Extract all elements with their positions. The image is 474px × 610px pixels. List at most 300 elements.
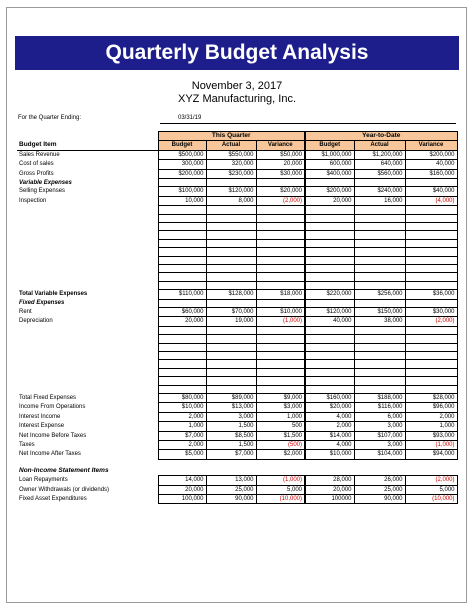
table-row	[17, 169, 457, 178]
value-cell[interactable]: 1,500	[206, 422, 256, 431]
value-cell[interactable]	[206, 231, 256, 239]
value-cell[interactable]: 8,000	[206, 196, 256, 205]
value-cell[interactable]: $500,000	[158, 150, 206, 159]
value-cell[interactable]: $256,000	[354, 290, 405, 299]
value-cell[interactable]: $18,000	[256, 290, 305, 299]
value-cell[interactable]	[354, 214, 405, 222]
value-cell[interactable]	[354, 335, 405, 343]
value-cell[interactable]: 20,000	[158, 317, 206, 326]
row-label[interactable]	[17, 351, 158, 359]
value-cell[interactable]	[405, 239, 457, 247]
row-label[interactable]	[17, 273, 158, 281]
value-cell[interactable]: $13,000	[206, 403, 256, 412]
value-cell[interactable]: $9,000	[256, 393, 305, 402]
value-cell[interactable]	[256, 264, 305, 272]
value-cell[interactable]	[158, 299, 206, 307]
value-cell[interactable]: 1,000	[256, 412, 305, 421]
row-label[interactable]: Inspection	[19, 197, 47, 204]
empty-cell	[256, 467, 305, 475]
value-cell[interactable]: $80,000	[158, 393, 206, 402]
spacer-row	[17, 459, 457, 467]
value-cell[interactable]: $200,000	[305, 187, 354, 196]
value-cell[interactable]	[354, 368, 405, 376]
value-cell[interactable]: (10,000)	[256, 494, 305, 503]
value-cell[interactable]: $60,000	[158, 307, 206, 316]
blank-row	[17, 377, 457, 385]
value-cell[interactable]	[405, 223, 457, 231]
value-cell[interactable]: $20,000	[256, 187, 305, 196]
value-cell[interactable]	[354, 264, 405, 272]
table-row	[17, 317, 457, 326]
value-cell[interactable]	[206, 264, 256, 272]
table-row	[17, 485, 457, 494]
value-cell[interactable]	[206, 214, 256, 222]
year-to-date-header: Year-to-Date	[305, 132, 457, 141]
value-cell[interactable]	[354, 351, 405, 359]
value-cell[interactable]	[305, 281, 354, 289]
value-cell[interactable]	[256, 368, 305, 376]
table-row	[17, 393, 457, 402]
value-cell[interactable]: 5,000	[256, 485, 305, 494]
value-cell[interactable]	[354, 231, 405, 239]
row-label[interactable]: Non-Income Statement Items	[19, 467, 109, 475]
value-cell[interactable]	[305, 248, 354, 256]
value-cell[interactable]: $560,000	[354, 169, 405, 178]
value-cell[interactable]: 300,000	[158, 160, 206, 169]
blank-row	[17, 206, 457, 214]
table-row	[17, 150, 457, 159]
value-cell[interactable]	[305, 264, 354, 272]
value-cell[interactable]	[405, 360, 457, 368]
value-cell[interactable]: $40,000	[405, 187, 457, 196]
value-cell[interactable]: 16,000	[354, 196, 405, 205]
value-cell[interactable]: $110,000	[158, 290, 206, 299]
value-cell[interactable]: 2,000	[158, 440, 206, 449]
table-row	[17, 476, 457, 485]
value-cell[interactable]: $104,000	[354, 450, 405, 459]
value-cell[interactable]	[405, 248, 457, 256]
value-cell[interactable]: 2,000	[405, 412, 457, 421]
value-cell[interactable]	[305, 179, 354, 187]
value-cell[interactable]	[256, 273, 305, 281]
value-cell[interactable]: $7,000	[158, 431, 206, 440]
value-cell[interactable]	[305, 360, 354, 368]
value-cell[interactable]: 40,000	[405, 160, 457, 169]
value-cell[interactable]	[256, 231, 305, 239]
section-header-row	[17, 467, 457, 475]
section-header-row	[17, 299, 457, 307]
value-cell[interactable]: $93,000	[405, 431, 457, 440]
value-cell[interactable]	[256, 377, 305, 385]
row-label[interactable]	[17, 239, 158, 247]
value-cell[interactable]: $240,000	[354, 187, 405, 196]
value-cell[interactable]	[158, 335, 206, 343]
row-label[interactable]: Total Fixed Expenses	[19, 394, 77, 401]
value-cell[interactable]	[158, 326, 206, 334]
value-cell[interactable]	[354, 343, 405, 351]
value-cell[interactable]	[354, 179, 405, 187]
value-cell[interactable]	[206, 273, 256, 281]
value-cell[interactable]	[354, 239, 405, 247]
value-cell[interactable]: $89,000	[206, 393, 256, 402]
value-cell[interactable]: $116,000	[354, 403, 405, 412]
value-cell[interactable]	[158, 368, 206, 376]
value-cell[interactable]	[256, 360, 305, 368]
value-cell[interactable]: 640,000	[354, 160, 405, 169]
value-cell[interactable]	[405, 179, 457, 187]
row-label[interactable]: Total Variable Expenses	[19, 291, 88, 298]
value-cell[interactable]	[256, 206, 305, 214]
value-cell[interactable]	[158, 360, 206, 368]
value-cell[interactable]	[158, 377, 206, 385]
row-label[interactable]: Owner Withdrawals (or dividends)	[19, 486, 110, 493]
row-label[interactable]: Gross Profits	[19, 170, 54, 177]
value-cell[interactable]: 90,000	[206, 494, 256, 503]
value-cell[interactable]: 13,000	[206, 476, 256, 485]
value-cell[interactable]	[405, 231, 457, 239]
value-cell[interactable]: $3,000	[256, 403, 305, 412]
value-cell[interactable]: (1,000)	[405, 440, 457, 449]
value-cell[interactable]	[256, 281, 305, 289]
value-cell[interactable]	[354, 248, 405, 256]
value-cell[interactable]: 100,000	[158, 494, 206, 503]
row-label[interactable]	[17, 377, 158, 385]
value-cell[interactable]: 6,000	[354, 412, 405, 421]
value-cell[interactable]: $100,000	[158, 187, 206, 196]
value-cell[interactable]: (2,000)	[405, 476, 457, 485]
row-label[interactable]	[17, 326, 158, 334]
value-cell[interactable]	[405, 326, 457, 334]
blank-row	[17, 281, 457, 289]
empty-cell	[158, 467, 206, 475]
row-label[interactable]	[17, 360, 158, 368]
row-label[interactable]: Loan Repayments	[19, 477, 68, 484]
value-cell[interactable]	[405, 256, 457, 264]
value-cell[interactable]	[206, 343, 256, 351]
value-cell[interactable]: $10,000	[158, 403, 206, 412]
value-cell[interactable]	[354, 377, 405, 385]
value-cell[interactable]	[405, 281, 457, 289]
row-label[interactable]	[17, 256, 158, 264]
value-cell[interactable]: $8,500	[206, 431, 256, 440]
budget-item-header: Budget Item	[17, 141, 158, 150]
value-cell[interactable]	[206, 281, 256, 289]
value-cell[interactable]	[158, 248, 206, 256]
actual-column-header: Actual	[206, 141, 256, 150]
table-row	[17, 187, 457, 196]
value-cell[interactable]	[354, 223, 405, 231]
row-label[interactable]	[17, 335, 158, 343]
value-cell[interactable]: $30,000	[405, 307, 457, 316]
value-cell[interactable]	[405, 335, 457, 343]
value-cell[interactable]	[405, 264, 457, 272]
row-label[interactable]	[17, 343, 158, 351]
value-cell[interactable]	[158, 239, 206, 247]
value-cell[interactable]	[256, 335, 305, 343]
value-cell[interactable]: $150,000	[354, 307, 405, 316]
value-cell[interactable]	[158, 264, 206, 272]
value-cell[interactable]: (2,000)	[256, 196, 305, 205]
value-cell[interactable]	[256, 326, 305, 334]
value-cell[interactable]: 25,000	[206, 485, 256, 494]
value-cell[interactable]: $1,500	[256, 431, 305, 440]
value-cell[interactable]: $200,000	[405, 150, 457, 159]
value-cell[interactable]: 40,000	[305, 317, 354, 326]
value-cell[interactable]	[158, 223, 206, 231]
value-cell[interactable]: $70,000	[206, 307, 256, 316]
blank-row	[17, 248, 457, 256]
value-cell[interactable]: 1,000	[158, 422, 206, 431]
value-cell[interactable]	[206, 239, 256, 247]
value-cell[interactable]	[354, 326, 405, 334]
value-cell[interactable]: 320,000	[206, 160, 256, 169]
value-cell[interactable]	[305, 368, 354, 376]
value-cell[interactable]	[305, 223, 354, 231]
value-cell[interactable]: $94,000	[405, 450, 457, 459]
value-cell[interactable]: $50,000	[256, 150, 305, 159]
value-cell[interactable]: $10,000	[256, 307, 305, 316]
report-date: November 3, 2017	[191, 80, 283, 92]
value-cell[interactable]	[305, 377, 354, 385]
variance-column-header: Variance	[256, 141, 305, 150]
row-label[interactable]: Fixed Expenses	[19, 300, 65, 307]
value-cell[interactable]: $7,000	[206, 450, 256, 459]
row-label[interactable]	[17, 223, 158, 231]
value-cell[interactable]: 4,000	[305, 440, 354, 449]
value-cell[interactable]	[158, 343, 206, 351]
value-cell[interactable]	[158, 179, 206, 187]
row-label[interactable]	[17, 281, 158, 289]
row-label[interactable]: Interest Income	[19, 413, 61, 420]
value-cell[interactable]: 2,000	[158, 412, 206, 421]
row-label[interactable]	[17, 248, 158, 256]
value-cell[interactable]	[405, 368, 457, 376]
blank-row	[17, 326, 457, 334]
value-cell[interactable]	[405, 343, 457, 351]
value-cell[interactable]	[256, 385, 305, 393]
row-label[interactable]: Selling Expenses	[19, 188, 66, 195]
value-cell[interactable]	[305, 385, 354, 393]
value-cell[interactable]: $550,000	[206, 150, 256, 159]
value-cell[interactable]: 19,000	[206, 317, 256, 326]
value-cell[interactable]: 14,000	[158, 476, 206, 485]
value-cell[interactable]: (1,000)	[256, 476, 305, 485]
value-cell[interactable]	[405, 273, 457, 281]
value-cell[interactable]	[405, 214, 457, 222]
value-cell[interactable]	[158, 256, 206, 264]
value-cell[interactable]: 10,000	[158, 196, 206, 205]
value-cell[interactable]	[405, 206, 457, 214]
value-cell[interactable]	[354, 281, 405, 289]
value-cell[interactable]: (4,000)	[405, 196, 457, 205]
value-cell[interactable]: $36,000	[405, 290, 457, 299]
row-label[interactable]: Cost of sales	[19, 161, 54, 168]
value-cell[interactable]: $120,000	[305, 307, 354, 316]
value-cell[interactable]	[206, 248, 256, 256]
value-cell[interactable]	[305, 231, 354, 239]
value-cell[interactable]	[405, 351, 457, 359]
row-label[interactable]: Variable Expenses	[19, 179, 72, 186]
value-cell[interactable]	[354, 273, 405, 281]
value-cell[interactable]	[206, 179, 256, 187]
value-cell[interactable]	[256, 351, 305, 359]
value-cell[interactable]: $96,000	[405, 403, 457, 412]
value-cell[interactable]: $2,000	[256, 450, 305, 459]
value-cell[interactable]	[305, 214, 354, 222]
value-cell[interactable]	[305, 239, 354, 247]
value-cell[interactable]: 3,000	[206, 412, 256, 421]
value-cell[interactable]	[206, 351, 256, 359]
value-cell[interactable]	[305, 206, 354, 214]
value-cell[interactable]	[158, 281, 206, 289]
value-cell[interactable]: 25,000	[354, 485, 405, 494]
value-cell[interactable]	[256, 223, 305, 231]
value-cell[interactable]	[206, 385, 256, 393]
value-cell[interactable]: 3,000	[354, 422, 405, 431]
value-cell[interactable]	[158, 273, 206, 281]
value-cell[interactable]	[158, 206, 206, 214]
value-cell[interactable]: 28,000	[305, 476, 354, 485]
ytd-actual-column-header: Actual	[354, 141, 405, 150]
value-cell[interactable]: $160,000	[305, 393, 354, 402]
column-header-row	[17, 141, 457, 150]
value-cell[interactable]: (10,000)	[405, 494, 457, 503]
value-cell[interactable]	[405, 299, 457, 307]
table-row	[17, 196, 457, 205]
value-cell[interactable]	[206, 368, 256, 376]
blank-row	[17, 343, 457, 351]
row-label[interactable]: Interest Expense	[19, 423, 65, 430]
row-label[interactable]	[17, 264, 158, 272]
value-cell[interactable]: $220,000	[305, 290, 354, 299]
value-cell[interactable]	[206, 360, 256, 368]
blank-row	[17, 351, 457, 359]
company-name: XYZ Manufacturing, Inc.	[178, 93, 296, 105]
value-cell[interactable]	[158, 231, 206, 239]
table-row	[17, 307, 457, 316]
value-cell[interactable]: $20,000	[305, 403, 354, 412]
group-header-row	[17, 132, 457, 141]
value-cell[interactable]	[206, 377, 256, 385]
value-cell[interactable]: $188,000	[354, 393, 405, 402]
value-cell[interactable]: $1,200,000	[354, 150, 405, 159]
value-cell[interactable]: $230,000	[206, 169, 256, 178]
value-cell[interactable]	[305, 351, 354, 359]
value-cell[interactable]	[158, 214, 206, 222]
value-cell[interactable]	[305, 343, 354, 351]
value-cell[interactable]	[305, 335, 354, 343]
value-cell[interactable]	[256, 256, 305, 264]
value-cell[interactable]	[305, 273, 354, 281]
value-cell[interactable]	[256, 343, 305, 351]
row-label[interactable]	[17, 385, 158, 393]
value-cell[interactable]	[158, 351, 206, 359]
value-cell[interactable]: 100000	[305, 494, 354, 503]
value-cell[interactable]	[206, 299, 256, 307]
value-cell[interactable]	[305, 326, 354, 334]
empty-cell	[405, 467, 457, 475]
value-cell[interactable]	[206, 206, 256, 214]
value-cell[interactable]	[158, 385, 206, 393]
value-cell[interactable]	[354, 256, 405, 264]
value-cell[interactable]: $200,000	[158, 169, 206, 178]
row-label[interactable]	[17, 214, 158, 222]
value-cell[interactable]: $14,000	[305, 431, 354, 440]
value-cell[interactable]: (500)	[256, 440, 305, 449]
value-cell[interactable]	[354, 385, 405, 393]
value-cell[interactable]	[405, 377, 457, 385]
value-cell[interactable]: $5,000	[158, 450, 206, 459]
value-cell[interactable]	[256, 214, 305, 222]
value-cell[interactable]: 38,000	[354, 317, 405, 326]
value-cell[interactable]: $160,000	[405, 169, 457, 178]
quarter-ending-date[interactable]: 03/31/19	[178, 115, 202, 121]
row-label[interactable]: Net Income After Taxes	[19, 451, 81, 458]
value-cell[interactable]	[354, 299, 405, 307]
row-label[interactable]: Depreciation	[19, 318, 53, 325]
value-cell[interactable]: 20,000	[256, 160, 305, 169]
row-label[interactable]	[17, 368, 158, 376]
value-cell[interactable]: 20,000	[305, 196, 354, 205]
value-cell[interactable]: $28,000	[405, 393, 457, 402]
value-cell[interactable]: $107,000	[354, 431, 405, 440]
value-cell[interactable]	[405, 385, 457, 393]
value-cell[interactable]: (2,000)	[405, 317, 457, 326]
row-label[interactable]	[17, 206, 158, 214]
value-cell[interactable]	[206, 326, 256, 334]
value-cell[interactable]: 1,000	[405, 422, 457, 431]
value-cell[interactable]: $128,000	[206, 290, 256, 299]
value-cell[interactable]	[354, 206, 405, 214]
value-cell[interactable]: 4,000	[305, 412, 354, 421]
value-cell[interactable]: $30,000	[256, 169, 305, 178]
this-quarter-header: This Quarter	[158, 132, 305, 141]
row-label[interactable]: Fixed Asset Expenditures	[19, 495, 87, 502]
value-cell[interactable]	[206, 223, 256, 231]
value-cell[interactable]	[305, 256, 354, 264]
row-label[interactable]	[17, 231, 158, 239]
value-cell[interactable]: 3,000	[354, 440, 405, 449]
row-label[interactable]: Rent	[19, 308, 32, 315]
row-label[interactable]: Income From Operations	[19, 404, 86, 411]
value-cell[interactable]: 2,000	[305, 422, 354, 431]
value-cell[interactable]: 90,000	[354, 494, 405, 503]
value-cell[interactable]: $10,000	[305, 450, 354, 459]
value-cell[interactable]: $120,000	[206, 187, 256, 196]
value-cell[interactable]: 20,000	[305, 485, 354, 494]
value-cell[interactable]	[256, 179, 305, 187]
value-cell[interactable]	[256, 299, 305, 307]
row-label[interactable]: Net Income Before Taxes	[19, 432, 87, 439]
value-cell[interactable]: 600,000	[305, 160, 354, 169]
value-cell[interactable]: 500	[256, 422, 305, 431]
value-cell[interactable]	[354, 360, 405, 368]
value-cell[interactable]: $1,000,000	[305, 150, 354, 159]
value-cell[interactable]	[206, 335, 256, 343]
row-label[interactable]: Taxes	[19, 441, 35, 448]
value-cell[interactable]: (1,000)	[256, 317, 305, 326]
value-cell[interactable]: 1,500	[206, 440, 256, 449]
value-cell[interactable]: 26,000	[354, 476, 405, 485]
value-cell[interactable]: $400,000	[305, 169, 354, 178]
row-label[interactable]: Sales Revenue	[19, 152, 60, 159]
value-cell[interactable]	[256, 239, 305, 247]
value-cell[interactable]	[256, 248, 305, 256]
value-cell[interactable]: 5,000	[405, 485, 457, 494]
value-cell[interactable]	[305, 299, 354, 307]
value-cell[interactable]	[206, 256, 256, 264]
value-cell[interactable]: 20,000	[158, 485, 206, 494]
